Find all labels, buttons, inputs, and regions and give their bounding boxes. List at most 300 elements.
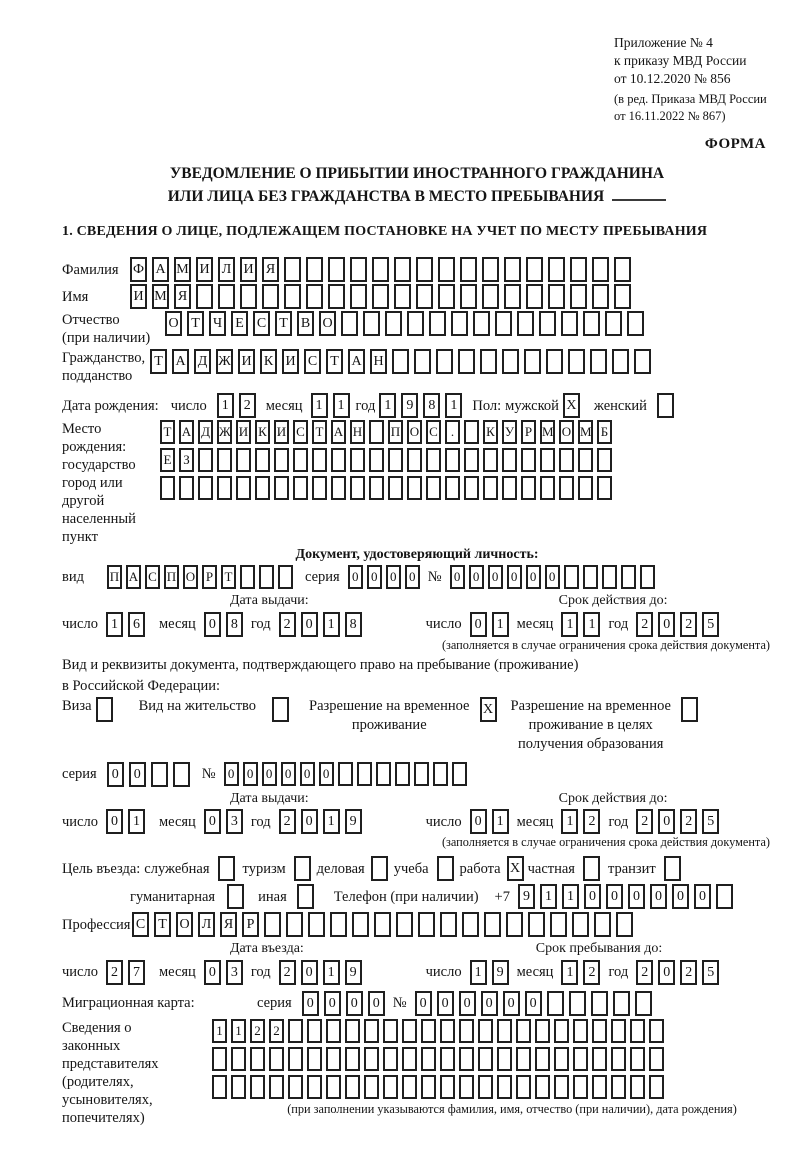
form-cell[interactable]	[473, 311, 490, 336]
form-cell[interactable]: 5	[702, 612, 719, 637]
form-cell[interactable]	[212, 1075, 227, 1099]
form-cell[interactable]	[250, 1047, 265, 1071]
form-cell[interactable]: Н	[350, 420, 365, 444]
form-cell[interactable]: 1	[561, 960, 578, 985]
form-cell[interactable]	[326, 1047, 341, 1071]
form-cell[interactable]	[649, 1019, 664, 1043]
form-cell[interactable]	[402, 1075, 417, 1099]
form-cell[interactable]	[196, 284, 213, 309]
form-cell[interactable]: 0	[459, 991, 476, 1016]
form-cell[interactable]	[388, 448, 403, 472]
form-cell[interactable]	[539, 311, 556, 336]
form-cell[interactable]	[570, 284, 587, 309]
form-cell[interactable]: 0	[281, 762, 296, 786]
form-cell[interactable]	[328, 257, 345, 282]
form-cell[interactable]	[328, 284, 345, 309]
form-cell[interactable]: 0	[348, 565, 363, 589]
form-cell[interactable]	[462, 912, 479, 937]
form-cell[interactable]	[478, 1047, 493, 1071]
form-cell[interactable]: В	[297, 311, 314, 336]
form-cell[interactable]	[502, 476, 517, 500]
form-cell[interactable]	[274, 448, 289, 472]
form-cell[interactable]: О	[165, 311, 182, 336]
form-cell[interactable]: 1	[562, 884, 579, 909]
form-cell[interactable]	[288, 1075, 303, 1099]
form-cell[interactable]: О	[176, 912, 193, 937]
form-cell[interactable]	[371, 856, 388, 881]
form-cell[interactable]	[402, 1047, 417, 1071]
form-cell[interactable]: 0	[300, 762, 315, 786]
form-cell[interactable]: 0	[107, 762, 124, 787]
form-cell[interactable]	[269, 1047, 284, 1071]
form-cell[interactable]: 1	[540, 884, 557, 909]
form-cell[interactable]	[478, 1075, 493, 1099]
form-cell[interactable]: Я	[220, 912, 237, 937]
form-cell[interactable]	[681, 697, 698, 722]
form-cell[interactable]	[605, 311, 622, 336]
form-cell[interactable]	[240, 284, 257, 309]
form-cell[interactable]: С	[253, 311, 270, 336]
form-cell[interactable]: 0	[672, 884, 689, 909]
form-cell[interactable]	[535, 1047, 550, 1071]
form-cell[interactable]	[307, 1019, 322, 1043]
form-cell[interactable]	[591, 991, 608, 1016]
form-cell[interactable]	[394, 257, 411, 282]
form-cell[interactable]: Я	[174, 284, 191, 309]
form-cell[interactable]	[459, 1047, 474, 1071]
form-cell[interactable]: 8	[345, 612, 362, 637]
form-cell[interactable]	[429, 311, 446, 336]
form-cell[interactable]	[421, 1075, 436, 1099]
form-cell[interactable]	[506, 912, 523, 937]
form-cell[interactable]	[592, 257, 609, 282]
form-cell[interactable]: 2	[680, 809, 697, 834]
form-cell[interactable]	[312, 448, 327, 472]
form-cell[interactable]: З	[179, 448, 194, 472]
form-cell[interactable]	[284, 257, 301, 282]
form-cell[interactable]	[583, 311, 600, 336]
form-cell[interactable]	[445, 448, 460, 472]
form-cell[interactable]: 0	[437, 991, 454, 1016]
form-cell[interactable]: 0	[488, 565, 503, 589]
form-cell[interactable]: 0	[243, 762, 258, 786]
form-cell[interactable]	[649, 1075, 664, 1099]
form-cell[interactable]: 0	[204, 612, 221, 637]
form-cell[interactable]	[516, 1075, 531, 1099]
form-cell[interactable]: 0	[694, 884, 711, 909]
form-cell[interactable]: 0	[302, 991, 319, 1016]
form-cell[interactable]: 0	[658, 809, 675, 834]
form-cell[interactable]	[592, 1019, 607, 1043]
form-cell[interactable]	[502, 448, 517, 472]
form-cell[interactable]	[217, 476, 232, 500]
form-cell[interactable]	[502, 349, 519, 374]
form-cell[interactable]: 0	[507, 565, 522, 589]
form-cell[interactable]	[288, 1047, 303, 1071]
form-cell[interactable]: Т	[275, 311, 292, 336]
form-cell[interactable]: С	[145, 565, 160, 589]
form-cell[interactable]	[464, 448, 479, 472]
form-cell[interactable]	[272, 697, 289, 722]
form-cell[interactable]: 2	[106, 960, 123, 985]
form-cell[interactable]	[307, 1047, 322, 1071]
form-cell[interactable]: И	[274, 420, 289, 444]
form-cell[interactable]: 0	[367, 565, 382, 589]
form-cell[interactable]: 8	[226, 612, 243, 637]
form-cell[interactable]	[459, 1019, 474, 1043]
form-cell[interactable]: М	[578, 420, 593, 444]
form-cell[interactable]: Е	[160, 448, 175, 472]
form-cell[interactable]	[570, 257, 587, 282]
form-cell[interactable]	[297, 884, 314, 909]
form-cell[interactable]: Р	[521, 420, 536, 444]
form-cell[interactable]	[521, 476, 536, 500]
form-cell[interactable]	[478, 1019, 493, 1043]
form-cell[interactable]	[357, 762, 372, 786]
form-cell[interactable]	[326, 1075, 341, 1099]
form-cell[interactable]: 0	[503, 991, 520, 1016]
form-cell[interactable]: Л	[198, 912, 215, 937]
form-cell[interactable]: 9	[345, 960, 362, 985]
form-cell[interactable]	[548, 284, 565, 309]
form-cell[interactable]: 1	[333, 393, 350, 418]
form-cell[interactable]: 9	[492, 960, 509, 985]
form-cell[interactable]	[426, 448, 441, 472]
form-cell[interactable]	[516, 1047, 531, 1071]
form-cell[interactable]	[402, 1019, 417, 1043]
form-cell[interactable]	[635, 991, 652, 1016]
form-cell[interactable]	[716, 884, 733, 909]
form-cell[interactable]: 1	[128, 809, 145, 834]
form-cell[interactable]	[540, 448, 555, 472]
form-cell[interactable]	[198, 476, 213, 500]
form-cell[interactable]	[306, 257, 323, 282]
form-cell[interactable]: 1	[323, 612, 340, 637]
form-cell[interactable]	[383, 1047, 398, 1071]
form-cell[interactable]	[352, 912, 369, 937]
form-cell[interactable]: 0	[658, 612, 675, 637]
form-cell[interactable]	[345, 1075, 360, 1099]
form-cell[interactable]	[364, 1075, 379, 1099]
form-cell[interactable]	[288, 1019, 303, 1043]
form-cell[interactable]: К	[260, 349, 277, 374]
form-cell[interactable]	[521, 448, 536, 472]
form-cell[interactable]	[554, 1075, 569, 1099]
form-cell[interactable]	[547, 991, 564, 1016]
form-cell[interactable]: 0	[481, 991, 498, 1016]
form-cell[interactable]	[634, 349, 651, 374]
form-cell[interactable]: 1	[231, 1019, 246, 1043]
form-cell[interactable]	[345, 1047, 360, 1071]
form-cell[interactable]: Е	[231, 311, 248, 336]
form-cell[interactable]	[440, 912, 457, 937]
form-cell[interactable]: А	[126, 565, 141, 589]
form-cell[interactable]	[286, 912, 303, 937]
form-cell[interactable]	[372, 284, 389, 309]
form-cell[interactable]	[559, 476, 574, 500]
form-cell[interactable]: П	[388, 420, 403, 444]
form-cell[interactable]: А	[348, 349, 365, 374]
form-cell[interactable]: Т	[150, 349, 167, 374]
form-cell[interactable]	[416, 257, 433, 282]
form-cell[interactable]: Т	[160, 420, 175, 444]
form-cell[interactable]: К	[483, 420, 498, 444]
form-cell[interactable]: Т	[312, 420, 327, 444]
form-cell[interactable]	[568, 349, 585, 374]
form-cell[interactable]	[364, 1047, 379, 1071]
form-cell[interactable]	[483, 476, 498, 500]
form-cell[interactable]: И	[196, 257, 213, 282]
form-cell[interactable]	[231, 1075, 246, 1099]
form-cell[interactable]: 1	[492, 612, 509, 637]
form-cell[interactable]	[573, 1047, 588, 1071]
form-cell[interactable]	[535, 1019, 550, 1043]
form-cell[interactable]	[504, 284, 521, 309]
form-cell[interactable]: 2	[279, 612, 296, 637]
form-cell[interactable]: 1	[217, 393, 234, 418]
form-cell[interactable]	[426, 476, 441, 500]
form-cell[interactable]	[464, 420, 479, 444]
form-cell[interactable]: 2	[239, 393, 256, 418]
form-cell[interactable]	[440, 1047, 455, 1071]
form-cell[interactable]: 1	[323, 960, 340, 985]
form-cell[interactable]	[363, 311, 380, 336]
form-cell[interactable]: А	[172, 349, 189, 374]
form-cell[interactable]	[611, 1075, 626, 1099]
form-cell[interactable]: 8	[423, 393, 440, 418]
form-cell[interactable]	[374, 912, 391, 937]
form-cell[interactable]: 2	[583, 809, 600, 834]
form-cell[interactable]: Т	[187, 311, 204, 336]
form-cell[interactable]: 3	[226, 960, 243, 985]
form-cell[interactable]	[212, 1047, 227, 1071]
form-cell[interactable]: О	[407, 420, 422, 444]
form-cell[interactable]	[550, 912, 567, 937]
form-cell[interactable]	[612, 349, 629, 374]
form-cell[interactable]: 0	[526, 565, 541, 589]
form-cell[interactable]: 7	[128, 960, 145, 985]
form-cell[interactable]	[236, 476, 251, 500]
form-cell[interactable]	[407, 448, 422, 472]
form-cell[interactable]	[392, 349, 409, 374]
form-cell[interactable]	[421, 1047, 436, 1071]
form-cell[interactable]: 0	[606, 884, 623, 909]
form-cell[interactable]	[179, 476, 194, 500]
form-cell[interactable]	[459, 1075, 474, 1099]
form-cell[interactable]	[345, 1019, 360, 1043]
form-cell[interactable]	[407, 476, 422, 500]
form-cell[interactable]	[293, 476, 308, 500]
form-cell[interactable]: Т	[154, 912, 171, 937]
form-cell[interactable]	[613, 991, 630, 1016]
form-cell[interactable]	[559, 448, 574, 472]
form-cell[interactable]	[364, 1019, 379, 1043]
form-cell[interactable]	[452, 762, 467, 786]
form-cell[interactable]	[597, 476, 612, 500]
form-cell[interactable]	[592, 1075, 607, 1099]
form-cell[interactable]: А	[331, 420, 346, 444]
form-cell[interactable]	[274, 476, 289, 500]
form-cell[interactable]: С	[426, 420, 441, 444]
form-cell[interactable]	[255, 448, 270, 472]
form-cell[interactable]: 9	[401, 393, 418, 418]
form-cell[interactable]	[504, 257, 521, 282]
form-cell[interactable]	[173, 762, 190, 787]
form-cell[interactable]	[630, 1075, 645, 1099]
form-cell[interactable]	[338, 762, 353, 786]
form-cell[interactable]: 2	[279, 960, 296, 985]
form-cell[interactable]	[627, 311, 644, 336]
form-cell[interactable]	[307, 1075, 322, 1099]
form-cell[interactable]	[569, 991, 586, 1016]
form-cell[interactable]: М	[152, 284, 169, 309]
form-cell[interactable]	[548, 257, 565, 282]
form-cell[interactable]	[445, 476, 460, 500]
form-cell[interactable]	[484, 912, 501, 937]
form-cell[interactable]	[540, 476, 555, 500]
form-cell[interactable]	[255, 476, 270, 500]
form-cell[interactable]: 0	[415, 991, 432, 1016]
form-cell[interactable]: 0	[301, 960, 318, 985]
form-cell[interactable]: X	[563, 393, 580, 418]
form-cell[interactable]	[573, 1019, 588, 1043]
form-cell[interactable]: 5	[702, 809, 719, 834]
form-cell[interactable]	[331, 476, 346, 500]
form-cell[interactable]: 0	[650, 884, 667, 909]
form-cell[interactable]	[308, 912, 325, 937]
form-cell[interactable]: Ж	[217, 420, 232, 444]
form-cell[interactable]: О	[319, 311, 336, 336]
form-cell[interactable]	[546, 349, 563, 374]
form-cell[interactable]	[369, 476, 384, 500]
form-cell[interactable]: X	[507, 856, 524, 881]
form-cell[interactable]	[440, 1019, 455, 1043]
form-cell[interactable]	[614, 284, 631, 309]
form-cell[interactable]: 0	[319, 762, 334, 786]
form-cell[interactable]	[594, 912, 611, 937]
form-cell[interactable]: 1	[561, 809, 578, 834]
form-cell[interactable]: 0	[368, 991, 385, 1016]
form-cell[interactable]	[369, 420, 384, 444]
form-cell[interactable]: 1	[311, 393, 328, 418]
form-cell[interactable]: 9	[518, 884, 535, 909]
form-cell[interactable]: И	[282, 349, 299, 374]
form-cell[interactable]: Я	[262, 257, 279, 282]
form-cell[interactable]	[383, 1019, 398, 1043]
form-cell[interactable]	[482, 257, 499, 282]
form-cell[interactable]	[458, 349, 475, 374]
form-cell[interactable]: 3	[226, 809, 243, 834]
form-cell[interactable]	[602, 565, 617, 589]
form-cell[interactable]: Б	[597, 420, 612, 444]
form-cell[interactable]: Р	[202, 565, 217, 589]
form-cell[interactable]: 0	[324, 991, 341, 1016]
form-cell[interactable]: 0	[469, 565, 484, 589]
form-cell[interactable]: 0	[129, 762, 146, 787]
form-cell[interactable]	[495, 311, 512, 336]
form-cell[interactable]: 0	[628, 884, 645, 909]
form-cell[interactable]	[451, 311, 468, 336]
form-cell[interactable]: Д	[198, 420, 213, 444]
form-cell[interactable]	[438, 257, 455, 282]
form-cell[interactable]	[460, 284, 477, 309]
form-cell[interactable]: А	[152, 257, 169, 282]
form-cell[interactable]: 0	[450, 565, 465, 589]
form-cell[interactable]: 0	[204, 809, 221, 834]
form-cell[interactable]: 1	[379, 393, 396, 418]
form-cell[interactable]	[480, 349, 497, 374]
form-cell[interactable]: Т	[221, 565, 236, 589]
form-cell[interactable]: 1	[212, 1019, 227, 1043]
form-cell[interactable]	[372, 257, 389, 282]
form-cell[interactable]	[160, 476, 175, 500]
form-cell[interactable]	[416, 284, 433, 309]
form-cell[interactable]: К	[255, 420, 270, 444]
form-cell[interactable]	[649, 1047, 664, 1071]
form-cell[interactable]: 2	[636, 612, 653, 637]
form-cell[interactable]	[407, 311, 424, 336]
form-cell[interactable]: 0	[525, 991, 542, 1016]
form-cell[interactable]	[524, 349, 541, 374]
form-cell[interactable]	[497, 1075, 512, 1099]
form-cell[interactable]	[460, 257, 477, 282]
form-cell[interactable]	[535, 1075, 550, 1099]
form-cell[interactable]	[621, 565, 636, 589]
form-cell[interactable]	[341, 311, 358, 336]
form-cell[interactable]	[388, 476, 403, 500]
form-cell[interactable]	[326, 1019, 341, 1043]
form-cell[interactable]	[517, 311, 534, 336]
form-cell[interactable]: .	[445, 420, 460, 444]
form-cell[interactable]: 2	[636, 809, 653, 834]
form-cell[interactable]	[236, 448, 251, 472]
form-cell[interactable]	[350, 448, 365, 472]
form-cell[interactable]	[592, 284, 609, 309]
form-cell[interactable]: И	[130, 284, 147, 309]
form-cell[interactable]	[383, 1075, 398, 1099]
form-cell[interactable]	[614, 257, 631, 282]
form-cell[interactable]: 1	[323, 809, 340, 834]
form-cell[interactable]	[592, 1047, 607, 1071]
form-cell[interactable]: 9	[345, 809, 362, 834]
form-cell[interactable]: П	[164, 565, 179, 589]
form-cell[interactable]: С	[132, 912, 149, 937]
form-cell[interactable]: Д	[194, 349, 211, 374]
form-cell[interactable]	[96, 697, 113, 722]
form-cell[interactable]: 2	[583, 960, 600, 985]
form-cell[interactable]: 0	[106, 809, 123, 834]
form-cell[interactable]: 2	[680, 960, 697, 985]
form-cell[interactable]: 1	[106, 612, 123, 637]
form-cell[interactable]	[611, 1047, 626, 1071]
form-cell[interactable]: 2	[680, 612, 697, 637]
form-cell[interactable]	[528, 912, 545, 937]
form-cell[interactable]	[284, 284, 301, 309]
form-cell[interactable]: 2	[250, 1019, 265, 1043]
form-cell[interactable]: У	[502, 420, 517, 444]
form-cell[interactable]	[554, 1047, 569, 1071]
form-cell[interactable]	[597, 448, 612, 472]
form-cell[interactable]	[583, 565, 598, 589]
form-cell[interactable]	[330, 912, 347, 937]
form-cell[interactable]	[464, 476, 479, 500]
form-cell[interactable]	[376, 762, 391, 786]
form-cell[interactable]	[578, 448, 593, 472]
form-cell[interactable]: 1	[561, 612, 578, 637]
form-cell[interactable]	[414, 762, 429, 786]
form-cell[interactable]: М	[540, 420, 555, 444]
form-cell[interactable]: 5	[702, 960, 719, 985]
